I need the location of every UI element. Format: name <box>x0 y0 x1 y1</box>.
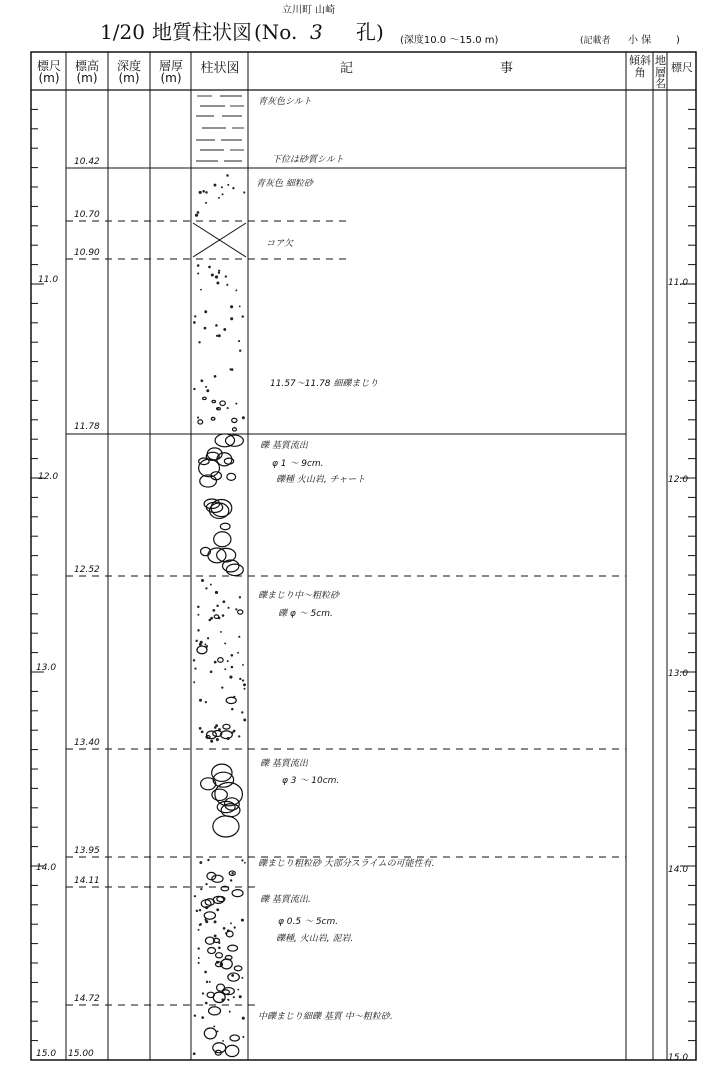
sand-dot <box>233 996 235 998</box>
sand-dot <box>199 909 201 911</box>
sand-dot <box>193 681 195 683</box>
sand-dot <box>218 272 220 274</box>
sand-dot <box>197 272 199 274</box>
sand-dot <box>198 929 200 931</box>
pebble <box>216 953 223 958</box>
gravel-pattern <box>197 397 243 1056</box>
column-header-thickness: 層厚(m) <box>158 59 183 85</box>
sand-dot <box>243 719 246 722</box>
scale-label-right: 13.0 <box>668 669 689 679</box>
scale-ticks-right <box>680 109 696 1040</box>
pebble <box>213 816 239 837</box>
sand-dot <box>214 184 217 187</box>
sand-dot <box>242 1036 244 1038</box>
sand-dot <box>194 315 196 317</box>
description-text: 礫まじり中～粗粒砂 <box>258 591 340 601</box>
sand-dot <box>241 977 243 979</box>
description-text: 礫 基質流出. <box>260 895 311 905</box>
sand-dot-pattern <box>193 174 246 1055</box>
sand-dot <box>198 341 200 343</box>
sand-dot <box>239 596 241 598</box>
sand-dot <box>231 654 234 657</box>
sand-dot <box>204 971 207 974</box>
pebble <box>228 945 238 951</box>
sand-dot <box>230 305 233 308</box>
sand-dot <box>241 919 244 922</box>
sand-dot <box>197 629 199 631</box>
sand-dot <box>222 1040 224 1042</box>
location-name: 立川町 山崎 <box>282 5 336 16</box>
pebble <box>204 1028 216 1039</box>
pebble <box>213 1043 226 1053</box>
scale-label-left: 12.0 <box>38 472 59 482</box>
sand-dot <box>229 675 232 678</box>
sand-dot <box>200 888 202 890</box>
sand-dot <box>237 989 239 991</box>
sand-dot <box>239 306 241 308</box>
scale-label-right: 14.0 <box>668 865 689 875</box>
sand-dot <box>225 275 227 277</box>
description-text: 礫種, 火山岩, 泥岩. <box>276 934 354 944</box>
pebble <box>204 912 215 919</box>
sand-dot <box>199 727 202 730</box>
sand-dot <box>194 667 196 669</box>
sand-dot <box>197 264 200 267</box>
sand-dot <box>231 666 234 669</box>
column-header-elevation: 標高(m) <box>74 59 99 85</box>
sand-dot <box>205 920 208 923</box>
description-text: 礫種 火山岩, チャート <box>276 475 366 485</box>
sand-dot <box>205 202 207 204</box>
sand-dot <box>210 671 213 674</box>
pebble <box>234 966 242 971</box>
sand-dot <box>221 686 223 688</box>
sand-dot <box>199 191 202 194</box>
pebble <box>214 532 231 547</box>
elevation-label: 10.42 <box>74 157 100 167</box>
description-text: 青灰色シルト <box>258 97 312 107</box>
sand-dot <box>230 317 233 320</box>
pebble <box>233 428 237 431</box>
sand-dot <box>243 683 246 686</box>
sand-dot <box>235 608 237 610</box>
sand-dot <box>233 926 235 928</box>
sand-dot <box>244 862 246 864</box>
recorder-end: ) <box>676 35 680 46</box>
description-text: 下位は砂質シルト <box>272 155 344 165</box>
column-header-log: 柱状図 <box>200 61 240 76</box>
sand-dot <box>238 735 240 737</box>
column-header-depth: 深度(m) <box>116 59 141 85</box>
scale-label-left: 15.0 <box>36 1049 57 1059</box>
recorder-name: 小 保 <box>628 35 652 46</box>
core-missing-mark <box>193 223 246 257</box>
sand-dot <box>229 368 231 370</box>
sand-dot <box>210 740 213 743</box>
sand-dot <box>199 699 202 702</box>
pebble <box>226 931 233 937</box>
sand-dot <box>232 187 234 189</box>
sand-dot <box>239 678 241 680</box>
pebble <box>220 523 230 529</box>
pebble <box>197 646 207 654</box>
sand-dot <box>218 270 220 272</box>
description-text: φ 1 ～ 9cm. <box>272 459 324 469</box>
description-text: 中礫まじり細礫 基質 中～粗粒砂. <box>258 1012 393 1022</box>
sand-dot <box>209 981 211 983</box>
sand-dot <box>202 992 204 994</box>
sand-dot <box>206 389 209 392</box>
sand-dot <box>208 619 211 622</box>
sand-dot <box>195 214 198 217</box>
sand-dot <box>201 579 204 582</box>
sand-dot <box>241 711 243 713</box>
sand-dot <box>193 321 196 324</box>
scale-label-left: 14.0 <box>36 863 57 873</box>
sand-dot <box>214 375 217 378</box>
sand-dot <box>205 701 207 703</box>
pebble <box>227 473 236 480</box>
scale-label-left: 13.0 <box>36 663 57 673</box>
sand-dot <box>216 335 218 337</box>
sand-dot <box>227 184 229 186</box>
sand-dot <box>220 631 222 633</box>
column-header-dip: 傾斜角 <box>629 54 651 79</box>
sand-dot <box>244 688 246 690</box>
sand-dot <box>215 591 218 594</box>
sand-dot <box>193 659 195 661</box>
description-text: 礫 基質流出 <box>260 759 308 769</box>
sand-dot <box>238 636 240 638</box>
pebble <box>226 564 243 575</box>
sand-dot <box>201 731 204 734</box>
pebble <box>207 731 217 739</box>
pebble <box>211 417 215 420</box>
sand-dot <box>238 340 240 342</box>
sand-dot <box>231 974 234 977</box>
sand-dot <box>195 640 197 642</box>
pebble <box>212 789 227 800</box>
hole-no-label: (No. <box>254 20 298 44</box>
scale-ticks-left <box>31 109 44 1040</box>
elevation-label: 15.00 <box>68 1049 94 1059</box>
column-lines <box>66 52 667 1060</box>
sand-dot <box>218 946 221 949</box>
sand-dot <box>213 1026 215 1028</box>
sheet-frame <box>31 52 696 1060</box>
sand-dot <box>243 191 245 193</box>
pebble <box>203 397 206 399</box>
sand-dot <box>231 872 233 874</box>
sand-dot <box>197 606 199 608</box>
depth-range: (深度10.0 ～15.0 m) <box>400 35 499 46</box>
scale-ratio: 1/20 <box>100 20 145 44</box>
elevation-label: 13.95 <box>74 846 100 856</box>
sand-dot <box>235 403 237 405</box>
sand-dot <box>197 417 199 419</box>
sand-dot <box>222 614 225 617</box>
pebble <box>223 724 230 729</box>
pebble <box>220 401 225 406</box>
pebble <box>217 408 220 410</box>
elevation-label: 14.11 <box>74 876 100 886</box>
sand-dot <box>208 266 211 269</box>
sand-dot <box>222 600 225 603</box>
pebble <box>198 420 203 424</box>
sand-dot <box>241 859 243 861</box>
sand-dot <box>212 609 215 612</box>
pebble <box>218 658 223 663</box>
sand-dot <box>200 379 203 382</box>
pebble <box>226 697 236 703</box>
sand-dot <box>215 275 218 278</box>
sand-dot <box>214 726 217 729</box>
sand-dot <box>216 282 219 285</box>
column-header-scale: 標尺(m) <box>36 59 61 85</box>
sand-dot <box>198 947 200 949</box>
pebble <box>225 1045 238 1056</box>
sand-dot <box>214 920 217 923</box>
description-text: 礫まじり粗粒砂 大部分スライムの可能性有. <box>258 859 435 869</box>
elevation-label: 11.78 <box>74 422 100 432</box>
sand-dot <box>211 273 214 276</box>
sand-dot <box>231 708 234 711</box>
scale-label-left: 11.0 <box>38 275 59 285</box>
sand-dot <box>221 186 223 188</box>
sand-dot <box>229 1011 231 1013</box>
sand-dot <box>216 908 219 911</box>
pebble <box>212 875 223 882</box>
elevation-label: 13.40 <box>74 738 100 748</box>
sand-dot <box>200 289 202 291</box>
sand-dot <box>205 587 207 589</box>
hole-number: 3 <box>310 20 323 44</box>
pebble <box>228 973 240 981</box>
sand-dot <box>224 668 226 670</box>
column-header-formation: 地層名 <box>655 54 666 91</box>
sand-dot <box>193 388 195 390</box>
sand-dot <box>204 327 207 330</box>
sand-dot <box>218 334 221 337</box>
pebble <box>214 615 219 619</box>
sand-dot <box>227 660 229 662</box>
sand-dot <box>242 679 244 681</box>
sand-dot <box>198 962 200 964</box>
sand-dot <box>227 607 229 609</box>
sand-dot <box>197 211 200 214</box>
elevation-label: 12.52 <box>74 565 100 575</box>
recorder-label: (記載者 <box>580 36 611 46</box>
pebble <box>230 1035 239 1041</box>
sand-dot <box>194 895 196 897</box>
sand-dot <box>227 999 229 1001</box>
sand-dot <box>204 643 206 645</box>
sand-dot <box>199 923 202 926</box>
description-text: φ 0.5 ～ 5cm. <box>278 917 339 927</box>
description-text: 礫 φ ～ 5cm. <box>278 609 333 619</box>
sand-dot <box>216 605 218 607</box>
pebble <box>209 1007 221 1015</box>
sand-dot <box>237 652 239 654</box>
sand-dot <box>224 642 226 644</box>
sand-dot <box>210 584 212 586</box>
sand-dot <box>230 922 232 924</box>
sand-dot <box>214 934 217 937</box>
sand-dot <box>207 859 209 861</box>
pebble <box>224 458 233 464</box>
sand-dot <box>194 1014 196 1016</box>
sand-dot <box>204 310 207 313</box>
sand-dot <box>230 879 232 881</box>
sand-dot <box>218 197 220 199</box>
sand-dot <box>205 191 208 194</box>
pebble <box>238 610 243 614</box>
sand-dot <box>207 637 209 639</box>
sand-dot <box>216 738 219 741</box>
scale-label-right: 11.0 <box>668 278 689 288</box>
pebble <box>215 434 234 447</box>
sand-dot <box>239 995 242 998</box>
sand-dot <box>215 324 218 327</box>
sand-dot <box>226 174 228 176</box>
column-header-description-a: 記 <box>340 61 354 76</box>
sand-dot <box>242 1017 245 1020</box>
sand-dot <box>202 190 205 193</box>
sand-dot <box>242 315 244 317</box>
sand-dot <box>201 1016 204 1019</box>
sand-dot <box>242 664 244 666</box>
sand-dot <box>227 407 229 409</box>
sand-dot <box>214 661 217 664</box>
description-text: 礫 基質流出 <box>260 441 308 451</box>
sand-dot <box>193 1052 196 1055</box>
elevation-label: 10.70 <box>74 210 100 220</box>
sand-dot <box>198 957 200 959</box>
elevation-label: 14.72 <box>74 994 100 1004</box>
scale-label-right: 15.0 <box>668 1053 689 1063</box>
description-text: コア欠 <box>266 239 294 249</box>
sheet-title: 地質柱状図 <box>152 20 252 44</box>
pebble <box>208 948 216 954</box>
sand-dot <box>196 910 198 912</box>
sand-dot <box>239 350 241 352</box>
pebble <box>232 418 237 422</box>
sand-dot <box>222 193 224 195</box>
sand-dot <box>206 981 208 983</box>
sand-dot <box>205 883 207 885</box>
sand-dot <box>197 614 199 616</box>
description-text: 11.57～11.78 細礫まじり <box>270 379 379 389</box>
description-text: 青灰色 細粒砂 <box>256 179 313 189</box>
pebble <box>221 731 233 739</box>
hole-suffix: 孔) <box>356 20 384 44</box>
sand-dot <box>200 641 203 644</box>
sand-dot <box>226 284 228 286</box>
description-text: φ 3 ～ 10cm. <box>282 776 340 786</box>
sand-dot <box>242 416 245 419</box>
scale-label-right: 12.0 <box>668 475 689 485</box>
pebble <box>232 890 243 897</box>
column-header-description-b: 事 <box>500 61 514 76</box>
sand-dot <box>235 289 237 291</box>
sand-dot <box>205 386 207 388</box>
sand-dot <box>223 328 226 331</box>
silt-pattern <box>196 96 244 161</box>
sand-dot <box>223 927 226 930</box>
elevation-label: 10.90 <box>74 248 100 258</box>
sand-dot <box>199 861 202 864</box>
column-header-scale-right: 標尺 <box>671 61 693 74</box>
pebble <box>212 400 215 402</box>
sand-dot <box>205 1002 208 1005</box>
